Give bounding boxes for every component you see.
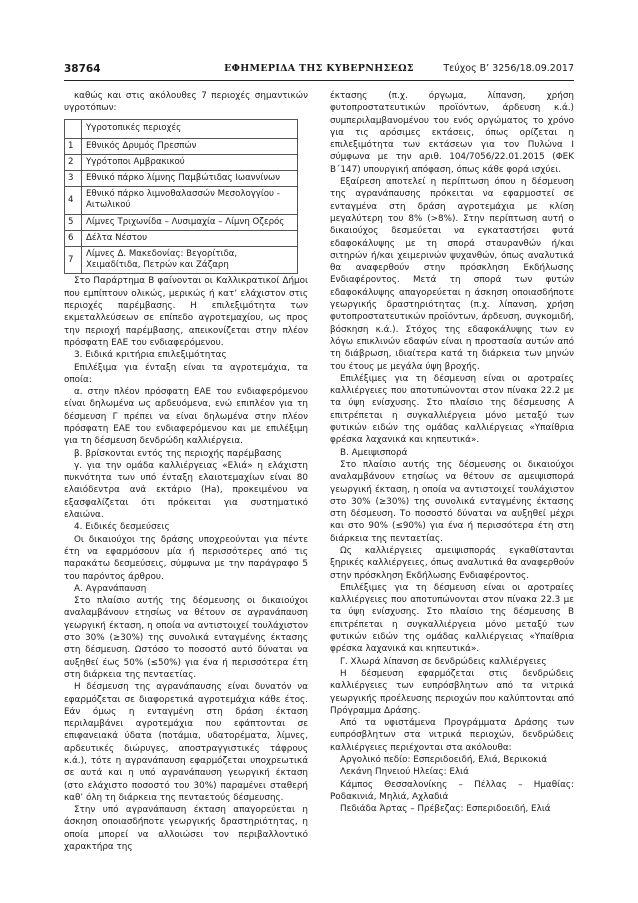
paragraph: Εξαίρεση αποτελεί η περίπτωση όπου η δέσμευση της αγρανάπαυσης πρόκειται να εφαρμοστεί σε ενταγμένα στη δράση αγροτεμάχια με κλίση μεγαλύτερη του 8% (>8%). Στην περίπτωση αυτή ο δικαιούχος δεσμεύεται να εγκαταστήσει φυτά εδαφοκάλυψης με τη σπορά σταυρανθών ή/και σιτηρών ή/και χειμερινών ψυχανθών, όπως αναλυτικά θα αναφερθούν στην πρόσκληση Εκδήλωσης Ενδιαφέροντος. Μετά τη σπορά των φυτών εδαφοκάλυψης απαγορεύεται η άσκηση οποιασδήποτε γεωργικής δραστηριότητας (π.χ. λίπανση, χρήση φυτοπροστατευτικών προϊόντων, άρδευση, συγκομιδή, βόσκηση κ.ά.). Στόχος της εδαφοκάλυψης των εν λόγω επικλινών εδαφών είναι η προστασία αυτών από τη διάβρωση, ιδιαίτερα κατά τη διάρκεια των μηνών του έτους με μεγάλα ύψη βροχής. [330,177,574,372]
row-name-cell: Εθνικό πάρκο λιμνοθαλασσών Μεσολογγίου - Αιτωλικού [82,187,298,214]
header-rule [64,80,574,81]
page-header [64,63,574,79]
table-row [65,247,298,274]
paragraph: Επιλέξιμα για ένταξη είναι τα αγροτεμάχια, τα οποία: [64,362,308,385]
paragraph: Κάμπος Θεσσαλονίκης – Πέλλας – Ημαθίας: Ροδακινιά, Μηλιά, Αχλαδιά [330,779,574,802]
paragraph: Α. Αγρανάπαυση [74,583,147,594]
row-name-cell: Εθνικό πάρκο λίμνης Παμβώτιδας Ιωαννίνων [82,171,298,187]
paragraph: έκτασης (π.χ. όργωμα, λίπανση, χρήση φυτοπροστατευτικών προϊόντων, άρδευση κ.ά.) συμπεριλαμβανομένου του ενός οργώματος το χρόνο για τις αρόσιμες εκτάσεις, όπως ορίζεται η επιλεξιμότητα των εκτάσεων για τον Πυλώνα Ι σύμφωνα με την αριθ. 104/7056/22.01.2015 (ΦΕΚ Β΄147) υπουργική απόφαση, όπως κάθε φορά ισχύει. [330,91,574,175]
paragraph: Από τα υφιστάμενα Προγράμματα Δράσης των ευπρόσβλητων στα νιτρικά περιοχών, δενδρώδεις καλλιέργειες περιέχονται στα ακόλουθα: [330,718,574,753]
paragraph: Ως καλλιέργειες αμειψισποράς εγκαθίστανται ξηρικές καλλιέργειες, όπως αναλυτικά θα αναφερθούν στην πρόσκληση Εκδήλωσης Ενδιαφέροντος. [330,545,574,581]
table-intro: καθώς και στις ακόλουθες 7 περιοχές σημαντικών υγροτόπων: [64,91,308,114]
table-row [65,154,298,170]
left-paragraphs [64,275,308,853]
row-number-cell: 7 [65,247,82,274]
paragraph: Η δέσμευση της αγρανάπαυσης είναι δυνατόν να εφαρμόζεται σε διαφορετικά αγροτεμάχια κάθε έτος. Εάν όμως η ενταγμένη στη δράση έκταση περιλαμβάνει αγροτεμάχια που εφάπτονται σε επιφανειακά ύδατα (ποτάμια, υδατορέματα, λίμνες, αρδευτικές διώρυγες, αποστραγγιστικές τάφρους κ.ά.), τότε η αγρανάπαυση εφαρμόζεται υποχρεωτικά σε αυτά και η υπό αγρανάπαυση γεωργική έκταση (στο ελάχιστο ποσοστό του 30%) παραμένει σταθερή καθ’ όλη τη διάρκεια της πενταετούς δέσμευσης. [64,682,308,803]
paragraph: Η δέσμευση εφαρμόζεται στις δενδρώδεις καλλιέργειες των ευπρόσβλητων από τα νιτρικά γεωργικής προέλευσης περιοχών που καλύπτονται από Πρόγραμμα Δράσης. [330,668,574,716]
table-header-number-cell [65,119,82,138]
wetland-areas-table [64,119,298,275]
table-row [65,187,298,214]
paragraph: Λεκάνη Πηνειού Ηλείας: Ελιά [340,767,469,778]
row-number-cell: 3 [65,171,82,187]
paragraph: Στην υπό αγρανάπαυση έκταση απαγορεύεται η άσκηση οποιασδήποτε γεωργικής δραστηριότητας, η οποία μπορεί να αλλοιώσει τον περιβαλλοντικό χαρακτήρα της [64,805,308,853]
paragraph: Στο πλαίσιο αυτής της δέσμευσης οι δικαιούχοι αναλαμβάνουν ετησίως να θέτουν σε αμειψισπορά γεωργική έκταση, η οποία να αντιστοιχεί τουλάχιστον στο 30% (≥30%) της συνολικά ενταγμένης έκτασης στη δέσμευση. Το ποσοστό δύναται να αυξηθεί μέχρι και στο 90% (≤90%) για ένα ή περισσότερα έτη στη διάρκεια της πενταετίας. [330,459,574,544]
paragraph: Αργολικό πεδίο: Εσπεριδοειδή, Ελιά, Βερικοκιά [340,755,548,766]
paragraph: α. στην πλέον πρόσφατη ΕΑΕ του ενδιαφερόμενου είναι δηλωμένα ως αρδευόμενα, ενώ επιπλέον για τη δέσμευση Γ πρέπει να είναι δηλωμένα στην πλέον πρόσφατη ΕΑΕ του ενδιαφερόμενου και με επιλέξιμη για τη δέσμευση δενδρώδη καλλιέργεια. [64,387,308,447]
page-number: 38764 [64,63,101,75]
issue-reference: Τεύχος Β’ 3256/18.09.2017 [443,63,574,74]
row-name-cell: Υγρότοποι Αμβρακικού [82,154,298,170]
row-name-cell: Εθνικός Δρυμός Πρεσπών [82,138,298,154]
paragraph: Στο πλαίσιο αυτής της δέσμευσης οι δικαιούχοι αναλαμβάνουν ετησίως να θέτουν σε αγρανάπαυση γεωργική έκταση, η οποία να αντιστοιχεί τουλάχιστον στο 30% (≥30%) της συνολικά ενταγμένης έκτασης στη δέσμευση. Ωστόσο το ποσοστό αυτό δύναται να αυξηθεί έως 50% (≤50%) για ένα ή περισσότερα έτη στη διάρκεια της πενταετίας. [64,596,308,680]
row-name-cell: Λίμνες Τριχωνίδα – Λυσιμαχία – Λίμνη Οζερός [82,214,298,230]
gazette-title: ΕΦΗΜΕΡΙΔΑ TΗΣ ΚΥΒΕΡΝΗΣΕΩΣ [224,63,414,74]
table-header-row [65,119,298,138]
paragraph: Β. Αμειψισπορά [340,447,408,458]
row-number-cell: 2 [65,154,82,170]
row-number-cell: 4 [65,187,82,214]
paragraph: 4. Ειδικές δεσμεύσεις [74,522,170,533]
table-row [65,230,298,246]
paragraph: β. βρίσκονται εντός της περιοχής παρέμβασης [74,448,282,459]
row-name-cell: Λίμνες Δ. Μακεδονίας: Βεγορίτιδα, Χειμαδίτιδα, Πετρών και Ζάζαρη [82,247,298,274]
table-row [65,214,298,230]
paragraph: 3. Ειδικά κριτήρια επιλεξιμότητας [74,350,227,361]
paragraph: Επιλέξιμες για τη δέσμευση είναι οι αροτραίες καλλιέργειες που αποτυπώνονται στον πίνακα 22.2 με τα ύψη ενίσχυσης. Στο πλαίσιο της δέσμευσης Α επιτρέπεται η συγκαλλιέργεια μόνο μεταξύ των φυτικών ειδών της ομάδας καλλιέργειας «Υπαίθρια φρέσκα λαχανικά και κηπευτικά». [330,373,574,446]
row-number-cell: 1 [65,138,82,154]
paragraph: Πεδιάδα Άρτας – Πρέβεζας: Εσπεριδοειδή, Ελιά [340,804,551,815]
wetland-areas-table-body [65,119,298,274]
table-header-cell: Υγροτοπικές περιοχές [82,119,298,138]
row-number-cell: 6 [65,230,82,246]
row-name-cell: Δέλτα Νέστου [82,230,298,246]
paragraph: γ. για την ομάδα καλλιέργειας «Ελιά» η ελάχιστη πυκνότητα των υπό ένταξη ελαιοτεμαχίων είναι 80 ελαιόδεντρα ανά εκτάριο (Ha), προκειμένου να εξασφαλίζεται ότι πρόκειται για συστηματικό ελαιώνα. [64,460,308,521]
row-number-cell: 5 [65,214,82,230]
paragraph: Γ. Χλωρά λίπανση σε δενδρώδεις καλλιέργειες [340,656,547,667]
paragraph: Οι δικαιούχοι της δράσης υποχρεούνται για πέντε έτη να εφαρμόσουν μία ή περισσότερες από τις παρακάτω δεσμεύσεις, σύμφωνα με την παράγραφο 5 του παρόντος άρθρου. [64,534,308,582]
paragraph: Στο Παράρτημα Β φαίνονται οι Καλλικρατικοί Δήμοι που εμπίπτουν ολικώς, μερικώς ή κατ’ ελάχιστον στις περιοχές παρέμβασης. Η επιλεξιμότητα των εκμεταλλεύσεων σε επίπεδο αγροτεμαχίου, ως προς την περιοχή παρέμβασης, απεικονίζεται στην πλέον πρόσφατη ΕΑΕ του ενδιαφερόμενου. [64,276,308,348]
paragraph: Επιλέξιμες για τη δέσμευση είναι οι αροτραίες καλλιέργειες που αποτυπώνονται στον πίνακα 22.3 με τα ύψη ενίσχυσης. Στο πλαίσιο της δέσμευσης Β επιτρέπεται η συγκαλλιέργεια μόνο μεταξύ των φυτικών ειδών της ομάδας καλλιέργειας «Υπαίθρια φρέσκα λαχανικά και κηπευτικά». [330,582,574,655]
table-row [65,138,298,154]
right-paragraphs [330,90,574,816]
left-column [64,90,308,853]
right-column [330,90,574,816]
table-row [65,171,298,187]
